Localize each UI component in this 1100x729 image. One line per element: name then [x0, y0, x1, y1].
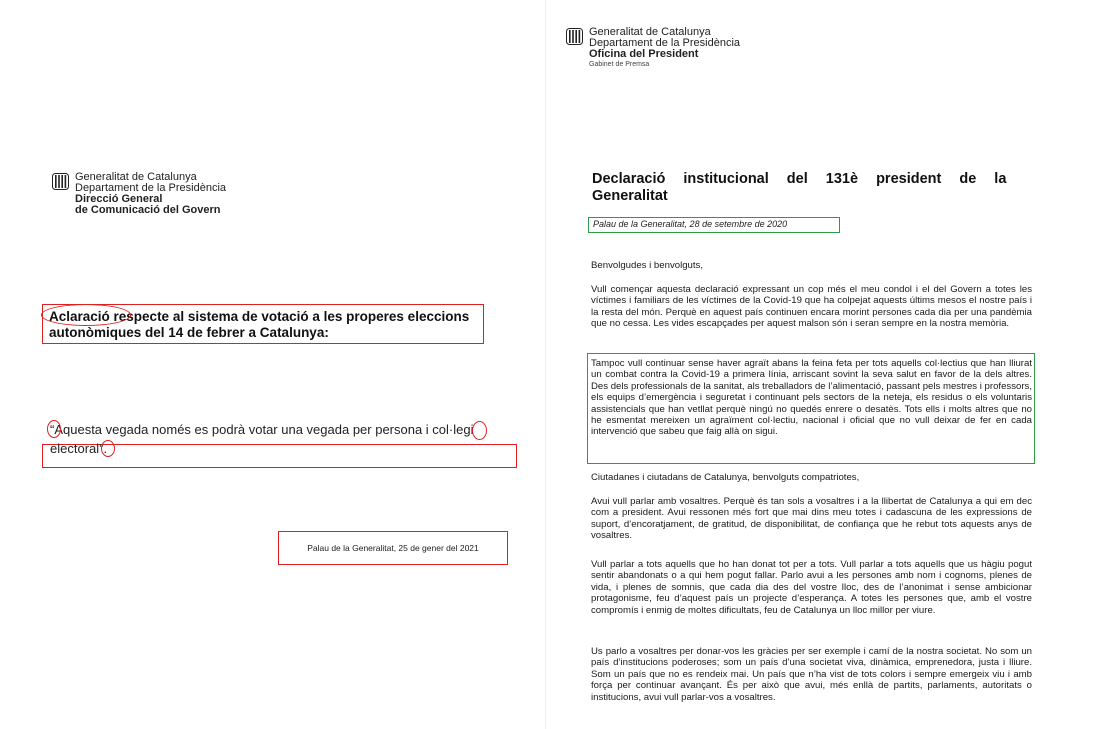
declaration-title [592, 171, 1031, 205]
paragraph-society: Us parlo a vosaltres per donar-vos les gràcies per ser exemple i camí de la nostra societat. No som un país d’institucions poderoses; som un país d’una societat viva, dinàmica, emprenedora, justa i lliure. Som un país que no es rendeix mai. Un país que n’ha vist de tots colors i sempre emergeix viu i amb força per continuar avançant. És per això que avui, més enllà de partits, parlaments, autoritats o institucions, avui vull parlar-vos a vosaltres. [591, 646, 1032, 703]
annotation-circle-close-quote [101, 440, 115, 457]
declaration-title-part-2: Generalitat [592, 188, 668, 204]
annotation-circle-middle-dot [472, 421, 487, 440]
place-date: Palau de la Generalitat, 25 de gener del 2021 [278, 531, 508, 565]
declaration-place-date: Palau de la Generalitat, 28 de setembre de 2020 [588, 217, 840, 233]
paragraph-citizens: Ciutadanes i ciutadans de Catalunya, benvolguts compatriotes, [591, 472, 860, 483]
logo-line-3: Oficina del President [589, 48, 699, 60]
logo-line-2: Departament de la Presidència [589, 37, 741, 49]
logo-line-4: Gabinet de Premsa [589, 61, 650, 68]
clarification-quote: “Aquesta vegada només es podrà votar una vegada per persona i col·legi electoral”. [50, 422, 474, 456]
declaration-title-part-1: Declaració institucional del 131è president de la [592, 171, 1007, 187]
logo-text [75, 172, 226, 216]
logo-line-1: Generalitat de Catalunya [589, 26, 711, 38]
logo-line-2: Departament de la Presidència [75, 182, 227, 194]
paragraph-thanks: Tampoc vull continuar sense haver agraït abans la feina feta per tots aquells col·lectius que han lliurat un combat contra la Covid-19 a primera línia, arriscant sovint la seva salut en favor de la dels altres. Des dels professionals de la sanitat, als treballadors de l’alimentació, passant pels mestres i professors, els equips d’emergència i seguretat i continuant pels sectors de la neteja, els residus o els voluntaris assistencials que han vetllat perquè ningú no quedés enrere o desatès. Tots ells i molts altres que no he esmentat mereixen un agraïment col·lectiu, nacional i oficial que no vull deixar de fer en cada intervenció que sabeu que faig allà on sigui. [591, 358, 1032, 438]
paragraph-condolences: Vull començar aquesta declaració expressant un cop més el meu condol i el del Govern a totes les víctimes i familiars de les víctimes de la Covid-19 que ha colpejat aquests últims mesos el nostre país i la resta del món. Perquè en aquest país continuen encara morint persones cada dia per una pandèmia que no cessa. Les vides escapçades per aquest malson són i seran sempre en la nostra memòria. [591, 284, 1032, 330]
paragraph-greeting: Benvolgudes i benvolguts, [591, 260, 704, 271]
paragraph-speak: Avui vull parlar amb vosaltres. Perquè és tan sols a vosaltres i a la llibertat de Catalunya a qui em dec com a president. Avui ressonen més fort que mai dins meu totes i cadascuna de les expressions de suport, d’encoratjament, de gratitud, de disponibilitat, de confiança que he rebut tots aquests anys de vosaltres. [591, 496, 1032, 542]
generalitat-logo [52, 172, 226, 216]
logo-line-1: Generalitat de Catalunya [75, 171, 197, 183]
annotation-circle-open-quote [47, 420, 61, 438]
left-document-page [0, 0, 545, 729]
generalitat-logo [566, 27, 740, 70]
logo-line-4: de Comunicació del Govern [75, 204, 221, 216]
paragraph-all: Vull parlar a tots aquells que ho han donat tot per a tots. Vull parlar a tots aquells que us hàgiu pogut sentir abandonats o a qui hem pogut fallar. Parlo avui a les persones amb nom i cognoms, plenes de vida, i plenes de somnis, que cada dia des del vostre lloc, des de l’anonimat i sense ambicionar protagonisme, feu d’aquest país un projecte d’esperança. A totes les persones que, amb el vostre compromís i enmig de moltes dificultats, feu de Catalunya un lloc millor per viure. [591, 559, 1032, 616]
generalitat-emblem-icon [566, 28, 583, 45]
generalitat-emblem-icon [52, 173, 69, 190]
annotation-circle-aclaracio [41, 304, 131, 326]
logo-text [589, 27, 740, 70]
clarification-title: Aclaració respecte al sistema de votació a les properes eleccions autonòmiques del 14 de febrer a Catalunya: [42, 304, 484, 344]
logo-line-3: Direcció General [75, 193, 163, 205]
